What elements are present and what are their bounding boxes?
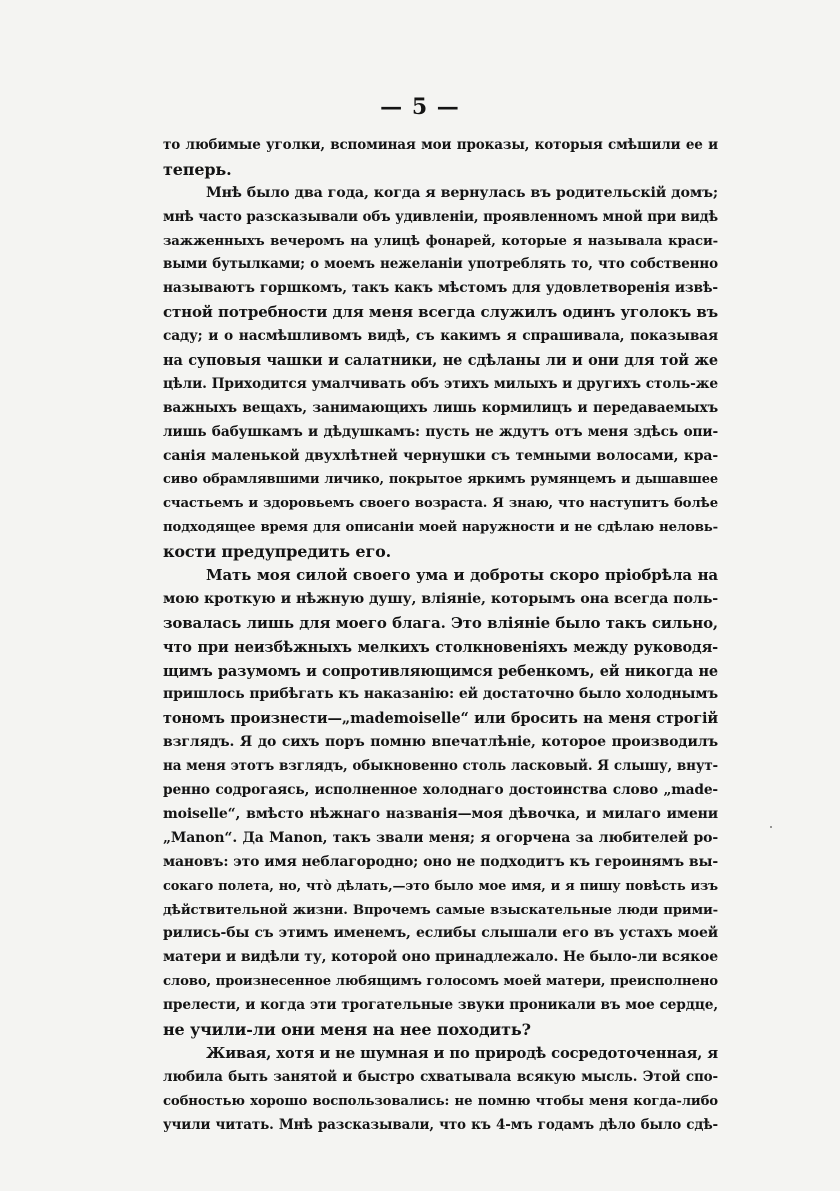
text-line: слово, произнесенное любящимъ голосомъ моей матери, преисполнено (163, 974, 718, 990)
text-line: саду; и о насмѣшливомъ видѣ, съ какимъ я спрашивала, показывая (163, 328, 718, 345)
text-line: подходящее время для описаніи моей наружности и не сдѣлаю неловь- (163, 520, 718, 536)
text-line: на суповыя чашки и салатники, не сдѣланы ли и они для той же (163, 352, 718, 370)
text-line: называютъ горшкомъ, такъ какъ мѣстомъ для удовлетворенія извѣ- (163, 280, 718, 297)
text-line: мановъ: это имя неблагородно; оно не подходитъ къ героинямъ вы- (163, 853, 718, 870)
text-line: moiselle“, вмѣсто нѣжнаго названія—моя дѣвочка, и милаго имени (163, 805, 718, 822)
text-line: Мнѣ было два года, когда я вернулась въ родительскій домъ; (206, 184, 718, 201)
text-line: выми бутылками; о моемъ нежеланіи употреблять то, что собственно (163, 256, 718, 273)
text-line: Живая, хотя и не шумная и по природѣ сосредоточенная, я (206, 1044, 718, 1062)
text-line: щимъ разумомъ и сопротивляющимся ребенкомъ, ей никогда не (163, 662, 718, 680)
text-line: кости предупредить его. (163, 542, 392, 562)
text-line: любила быть занятой и быстро схватывала всякую мысль. Этой спо- (163, 1068, 718, 1085)
text-line: не учили-ли они меня на нее походить? (163, 1019, 531, 1039)
text-line: мнѣ часто разсказывали объ удивленіи, проявленномъ мной при видѣ (163, 208, 718, 225)
text-line: Мать моя силой своего ума и доброты скоро пріобрѣла на (206, 566, 718, 585)
text-line: взглядъ. Я до сихъ поръ помню впечатлѣніе, которое производилъ (163, 734, 718, 751)
text-line: рились-бы съ этимъ именемъ, еслибы слышали его въ устахъ моей (163, 925, 718, 942)
text-line: дѣйствительной жизни. Впрочемъ самые взыскательные люди прими- (163, 902, 718, 918)
text-line: собностью хорошо воспользовались: не помню чтобы меня когда-либо (163, 1093, 718, 1109)
text-line: „Manon“. Да Manon, такъ звали меня; я огорчена за любителей ро- (163, 829, 718, 846)
text-line: санія маленькой двухлѣтней чернушки съ темными волосами, кра- (163, 447, 718, 464)
text-line: сокаго полета, но, что̀ дѣлать,—это было мое имя, и я пишу повѣсть изъ (163, 878, 718, 894)
text-line: теперь. (163, 159, 232, 179)
text-line: цѣли. Приходится умалчивать объ этихъ милыхъ и другихъ столь-же (163, 375, 718, 392)
text-line: матери и видѣли ту, которой оно принадлежало. Не было-ли всякое (163, 949, 718, 966)
text-line: на меня этотъ взглядъ, обыкновенно столь ласковый. Я слышу, внут- (163, 758, 718, 775)
text-line: сиво обрамлявшими личико, покрытое яркимъ румянцемъ и дышавшее (163, 472, 718, 488)
text-line: лишь бабушкамъ и дѣдушкамъ: пусть не ждутъ отъ меня здѣсь опи- (163, 423, 718, 440)
text-line: ренно содрогаясь, исполненное холоднаго достоинства слово „made- (163, 782, 718, 799)
text-line: что при неизбѣжныхъ мелкихъ столкновеніяхъ между руководя- (163, 638, 718, 656)
text-line: учили читать. Мнѣ разсказывали, что къ 4-мъ годамъ дѣло было сдѣ- (163, 1116, 718, 1133)
text-line: счастьемъ и здоровьемъ своего возраста. Я знаю, что наступитъ болѣе (163, 496, 718, 512)
body-text (163, 134, 718, 1137)
text-line: прелести, и когда эти трогательные звуки проникали въ мое сердце, (163, 997, 718, 1014)
text-line: мою кроткую и нѣжную душу, вліяніе, которымъ она всегда поль- (163, 590, 718, 607)
margin-speck (770, 826, 772, 828)
text-line: зовалась лишь для моего блага. Это вліяніе было такъ сильно, (163, 613, 718, 632)
text-line: то любимые уголки, вспоминая мои проказы, которыя смѣшили ее и (163, 137, 718, 153)
text-line: зажженныхъ вечеромъ на улицѣ фонарей, которые я называла краси- (163, 233, 718, 249)
text-line: важныхъ вещахъ, занимающихъ лишь кормилицъ и передаваемыхъ (163, 399, 718, 416)
page-number: — 5 — (380, 94, 460, 120)
text-line: тономъ произнести—„mademoiselle“ или бросить на меня строгій (163, 710, 718, 728)
text-line: стной потребности для меня всегда служилъ одинъ уголокъ въ (163, 303, 718, 322)
text-line: пришлось прибѣгать къ наказанію: ей достаточно было холоднымъ (163, 686, 718, 703)
